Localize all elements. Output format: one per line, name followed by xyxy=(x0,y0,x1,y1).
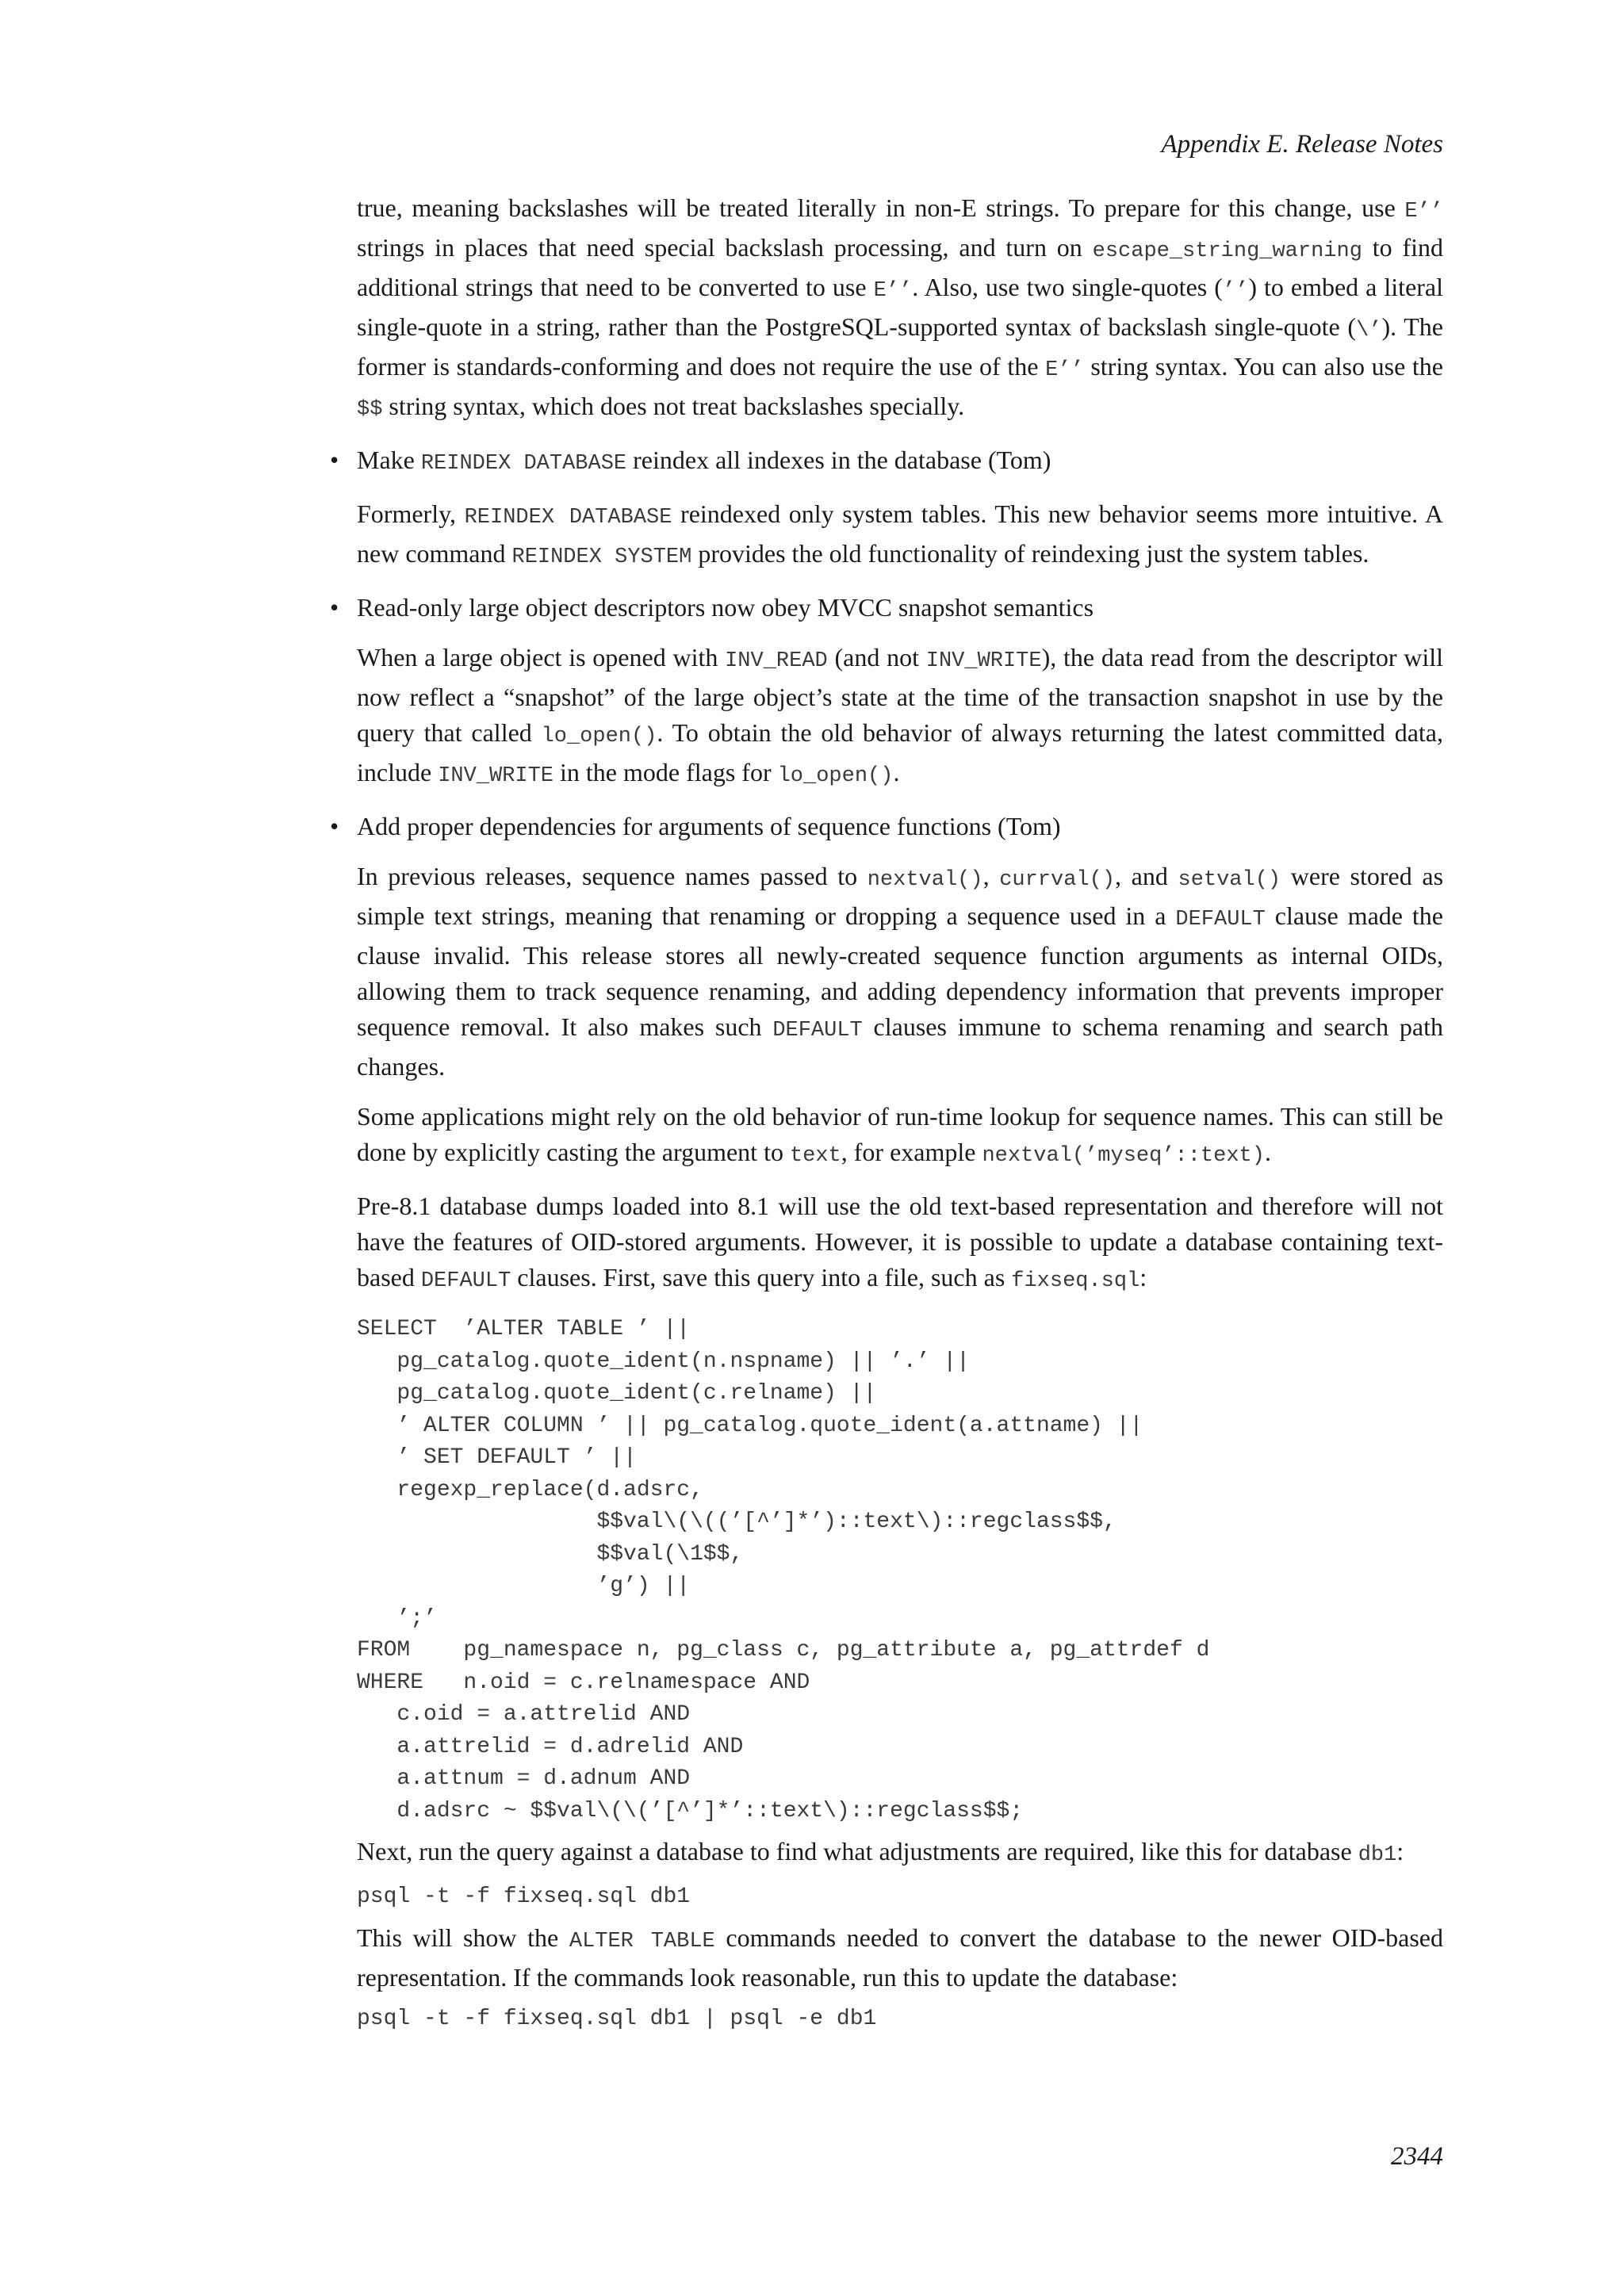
inline-code: DEFAULT xyxy=(1175,908,1266,932)
inline-code: nextval(’myseq’::text) xyxy=(982,1144,1265,1168)
inline-code: ’’ xyxy=(1222,279,1249,303)
sequence-paragraph-5 xyxy=(357,1920,1443,1996)
inline-code: E’’ xyxy=(1045,358,1084,382)
text-span: Pre-8.1 database dumps loaded into 8.1 will use the old text-based representation and therefore will not have the features of OID-stored arguments. However, it is possible to update a database containing text-based xyxy=(357,1192,1443,1292)
inline-code: INV_WRITE xyxy=(438,764,554,788)
text-span: Make xyxy=(357,446,421,474)
inline-code: E’’ xyxy=(1404,200,1443,224)
inline-code: INV_WRITE xyxy=(925,649,1042,673)
text-span: were stored as simple text strings, meaning that renaming or dropping a sequence used in a xyxy=(357,862,1444,930)
sql-code-block: SELECT ’ALTER TABLE ’ || pg_catalog.quote_ident(n.nspname) || ’.’ || pg_catalog.quote_ident(c.relname) || ’ ALTER COLUMN ’ || pg_catalog.quote_ident(a.attname) || ’ SET DEFAULT ’ || regexp_replace(d.adsrc, $$val\(\((’[^’]*’)::text\)::regclass$$, $$val(\1$$, ’g’) || ’;’ FROM pg_namespace n, pg_class c, pg_attribute a, pg_attrdef d WHERE n.oid = c.relnamespace AND c.oid = a.attrelid AND a.attrelid = d.adrelid AND a.attnum = d.adnum AND d.adsrc ~ $$val\(\(’[^’]*’::text\)::regclass$$; xyxy=(357,1317,1210,1823)
text-span: In previous releases, sequence names passed to xyxy=(357,862,868,890)
text-span: , and xyxy=(1115,862,1178,890)
text-span: in the mode flags for xyxy=(553,758,778,786)
list-item-reindex xyxy=(330,442,1444,576)
text-span: . xyxy=(893,758,900,786)
inline-code: setval() xyxy=(1178,868,1281,892)
inline-code: lo_open() xyxy=(541,725,657,748)
text-span: When a large object is opened with xyxy=(357,643,726,672)
inline-code: db1 xyxy=(1358,1843,1397,1867)
inline-code: INV_READ xyxy=(725,649,828,673)
text-span: strings in places that need special backslash processing, and turn on xyxy=(357,233,1093,262)
text-span: : xyxy=(1139,1263,1147,1292)
text-span: true, meaning backslashes will be treated literally in non-E strings. To prepare for this change, use xyxy=(357,193,1405,222)
text-span: , for example xyxy=(841,1138,982,1166)
inline-code: currval() xyxy=(999,868,1116,892)
inline-code: $$ xyxy=(357,398,383,422)
bullet-icon: • xyxy=(330,446,339,474)
text-span: (and not xyxy=(827,643,926,672)
inline-code: ALTER TABLE xyxy=(569,1929,715,1954)
text-span: reindexed only system tables. This new behavior seems more intuitive. A new command xyxy=(357,499,1444,568)
text-span: clause made the clause invalid. This release stores all newly-created sequence function arguments as internal OIDs, allowing them to track sequence renaming, and adding dependency information that prevents improper sequence removal. It also makes such xyxy=(357,901,1444,1041)
sequence-paragraph-3 xyxy=(357,1188,1443,1299)
text-span: . Also, use two single-quotes ( xyxy=(912,273,1223,301)
text-span: provides the old functionality of reindexing just the system tables. xyxy=(691,539,1369,568)
list-item-heading xyxy=(357,442,1443,482)
list-item-large-object xyxy=(330,590,1444,794)
text-span: Next, run the query against a database to find what adjustments are required, like this for database xyxy=(357,1837,1358,1866)
inline-code: DEFAULT xyxy=(420,1269,511,1293)
bullet-icon: • xyxy=(330,593,339,622)
shell-command-block: psql -t -f fixseq.sql db1 xyxy=(357,1885,691,1909)
list-item-sequence xyxy=(330,809,1444,2035)
text-span: Some applications might rely on the old behavior of run-time lookup for sequence names. This can still be done by explicitly casting the argument to xyxy=(357,1102,1443,1166)
inline-code: E’’ xyxy=(873,279,913,303)
text-span: string syntax, which does not treat backslashes specially. xyxy=(382,392,965,420)
text-span: clauses. First, save this query into a file, such as xyxy=(511,1263,1012,1292)
text-span: clauses immune to schema renaming and search path changes. xyxy=(357,1012,1444,1081)
text-span: ) to embed a literal single-quote in a string, rather than the PostgreSQL-supported syntax of backslash single-quote ( xyxy=(357,273,1444,341)
inline-code: DEFAULT xyxy=(772,1019,863,1043)
text-span: : xyxy=(1396,1837,1404,1866)
sequence-paragraph-1 xyxy=(357,859,1443,1085)
running-header: Appendix E. Release Notes xyxy=(1161,130,1443,159)
inline-code: REINDEX DATABASE xyxy=(464,506,672,530)
list-item-heading: Add proper dependencies for arguments of sequence functions (Tom) xyxy=(357,812,1061,840)
inline-code: text xyxy=(789,1144,841,1168)
shell-command-block: psql -t -f fixseq.sql db1 | psql -e db1 xyxy=(357,2006,877,2031)
intro-paragraph xyxy=(357,190,1443,428)
text-span: . xyxy=(1264,1138,1271,1166)
text-span: ). The former is standards-conforming and does not require the use of the xyxy=(357,312,1444,381)
text-span: string syntax. You can also use the xyxy=(1083,352,1444,381)
text-span: ), the data read from the descriptor will now reflect a “snapshot” of the large object’s state at the time of the transaction snapshot in use by the query that called xyxy=(357,643,1444,747)
text-span: reindex all indexes in the database (Tom) xyxy=(626,446,1051,474)
text-span: commands needed to convert the database to the newer OID-based representation. If the commands look reasonable, run this to update the database: xyxy=(357,1923,1444,1992)
inline-code: \’ xyxy=(1356,319,1382,342)
text-span: , xyxy=(982,862,1000,890)
inline-code: escape_string_warning xyxy=(1092,239,1362,263)
inline-code: REINDEX SYSTEM xyxy=(511,545,692,569)
sequence-paragraph-2 xyxy=(357,1099,1443,1174)
inline-code: lo_open() xyxy=(777,764,894,788)
text-span: This will show the xyxy=(357,1923,569,1952)
list-item-body xyxy=(357,640,1443,794)
text-span: Formerly, xyxy=(357,499,465,528)
text-span: to find additional strings that need to be converted to use xyxy=(357,233,1444,301)
inline-code: REINDEX DATABASE xyxy=(420,452,627,476)
bullet-icon: • xyxy=(330,812,339,840)
inline-code: fixseq.sql xyxy=(1011,1269,1140,1293)
list-item-body xyxy=(357,496,1443,576)
page-number: 2344 xyxy=(1391,2142,1443,2171)
list-item-heading: Read-only large object descriptors now obey MVCC snapshot semantics xyxy=(357,593,1094,622)
page-content xyxy=(330,190,1444,2049)
text-span: . To obtain the old behavior of always returning the latest committed data, include xyxy=(357,718,1444,786)
sequence-paragraph-4 xyxy=(357,1834,1443,1873)
inline-code: nextval() xyxy=(867,868,983,892)
